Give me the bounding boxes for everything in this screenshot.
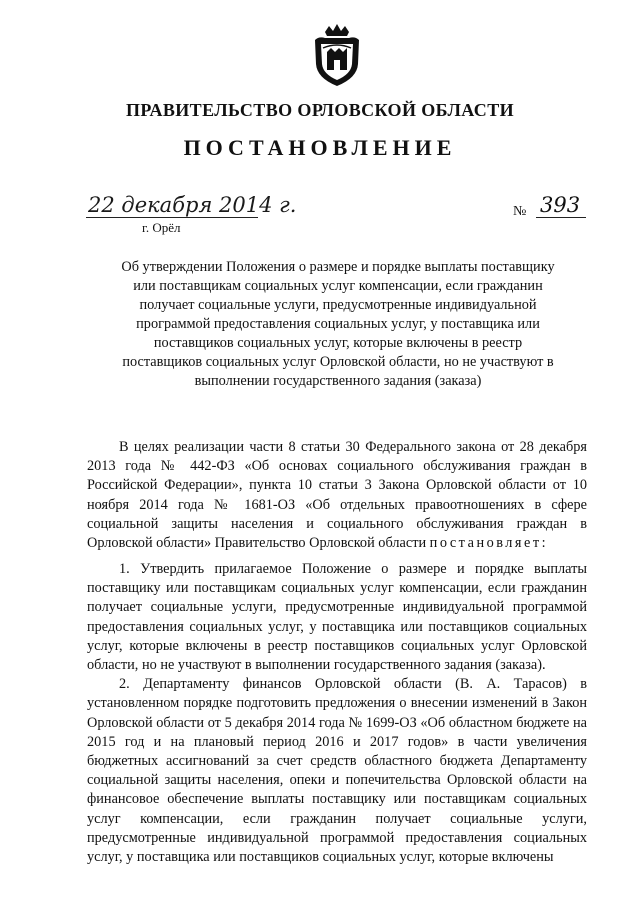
preamble-paragraph — [87, 438, 587, 553]
date-underline — [86, 217, 258, 218]
preamble-emphasis: постановляет: — [429, 535, 549, 552]
city-label: г. Орёл — [142, 220, 181, 235]
decree-item: 2. Департаменту финансов Орловской области (В. А. Тарасов) в установленном порядке подготовить предложения о внесении изменений в Закон Орловской области от 5 декабря 2014 года № 1699-ОЗ «Об областном бюджете на 2015 год и на плановый период 2016 и 2017 годов» в части увеличения бюджетных ассигнований за счет средств областного бюджета Департаменту социальной защиты населения, опеки и попечительства Орловской области на финансовое обеспечение выплаты поставщику или поставщикам социальных услуг компенсации, если гражданин получает социальные услуги, предусмотренные индивидуальной программой предоставления социальных услуг, у поставщика или поставщиков социальных услуг, которые включены — [87, 676, 587, 866]
document-type-title: ПОСТАНОВЛЕНИЕ — [183, 135, 457, 160]
handwritten-number: 393 — [540, 193, 581, 217]
decree-item: 1. Утвердить прилагаемое Положение о размере и порядке выплаты поставщику или поставщикам социальных услуг компенсации, если гражданин получает социальные услуги, предусмотренные индивидуальной программой предоставления социальных услуг, у поставщика или поставщиков социальных услуг, которые включены в реестр поставщиков социальных услуг Орловской области, но не участвуют в выполнении государственного задания (заказа). — [87, 561, 587, 674]
coat-of-arms-emblem — [311, 22, 363, 88]
organization-title: ПРАВИТЕЛЬСТВО ОРЛОВСКОЙ ОБЛАСТИ — [125, 100, 515, 120]
decree-items — [87, 560, 587, 867]
handwritten-date: 22 декабря 2014 г. — [88, 193, 297, 217]
preamble-text: В целях реализации части 8 статьи 30 Федерального закона от 28 декабря 2013 года № 442-ФЗ «Об основах социального обслуживания граждан в Российской Федерации», пункта 10 статьи 3 Закона Орловской области от 10 ноября 2014 года № 1681-ОЗ «Об отдельных правоотношениях в сфере социальной защиты населения и социального обслуживания граждан в Орловской области» Правительство Орловской области — [87, 439, 587, 552]
number-underline — [536, 217, 586, 218]
number-label: № — [513, 204, 527, 219]
subject-heading: Об утверждении Положения о размере и порядке выплаты поставщику или поставщикам социальных услуг компенсации, если гражданин получает социальные услуги, предусмотренные индивидуальной программой предоставления социальных услуг, у поставщика или поставщиков социальных услуг, которые включены в реестр поставщиков социальных услуг Орловской области, но не участвуют в выполнении государственного задания (заказа) — [121, 259, 555, 389]
